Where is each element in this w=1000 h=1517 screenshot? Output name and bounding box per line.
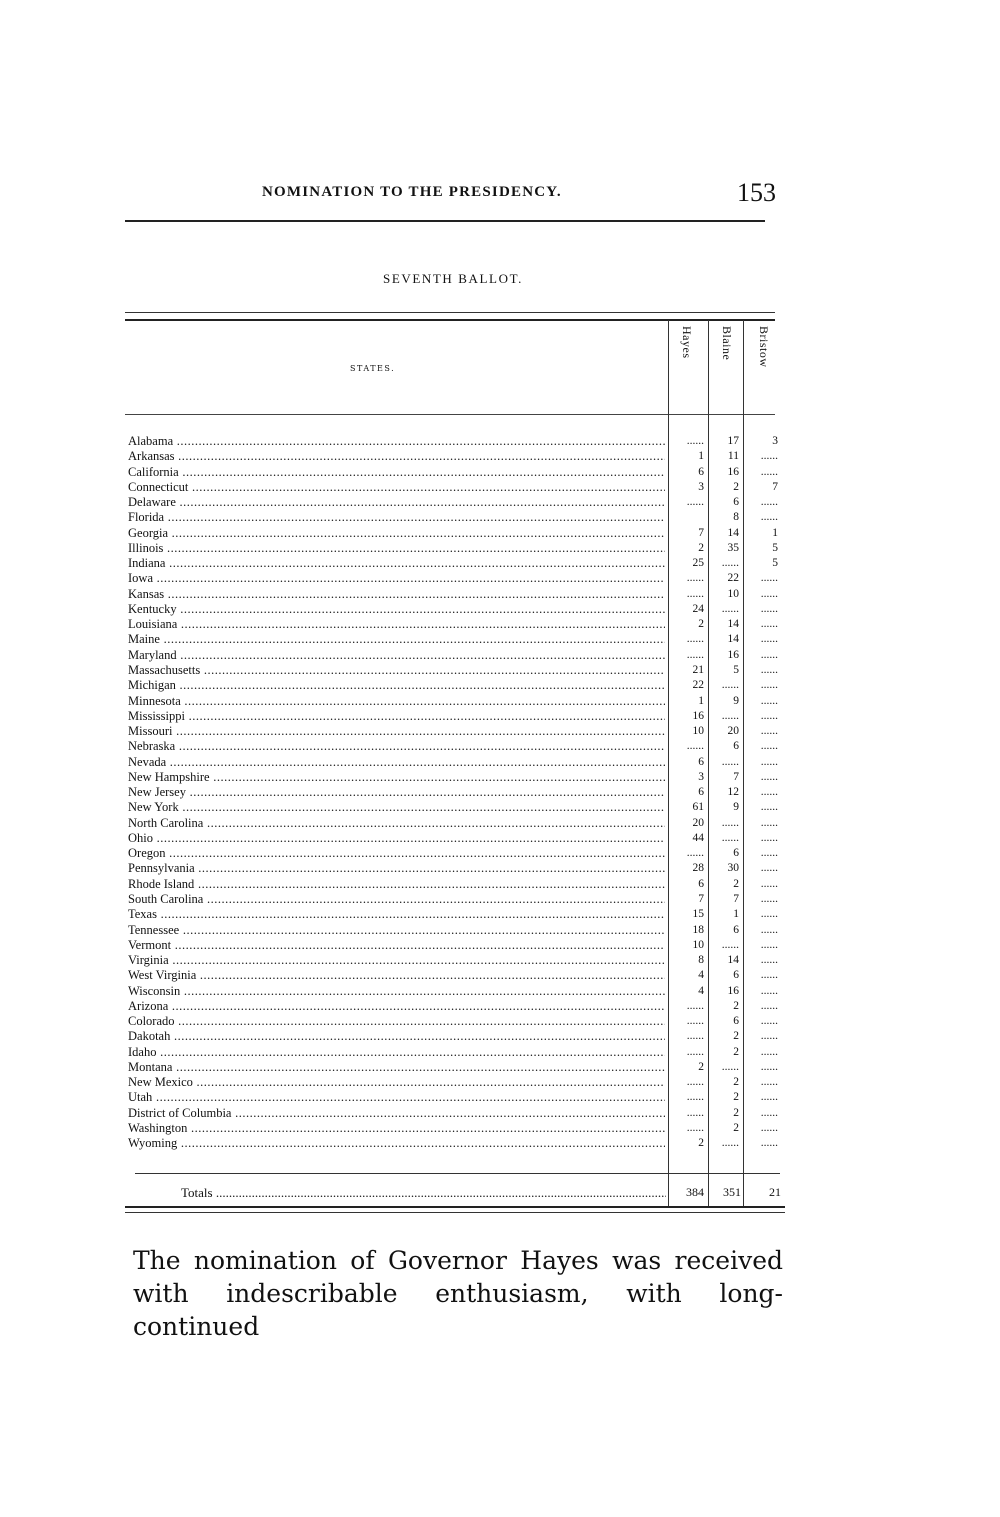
- table-row: [128, 953, 783, 968]
- bristow-votes: ......: [760, 679, 778, 692]
- hayes-votes: ......: [686, 847, 704, 860]
- bristow-votes: ......: [760, 786, 778, 799]
- blaine-votes: 5: [733, 663, 739, 676]
- bristow-votes: ......: [760, 877, 778, 890]
- table-row: [128, 785, 783, 800]
- bristow-votes: ......: [760, 1106, 778, 1119]
- table-top-rule-thick: [125, 319, 775, 321]
- blaine-votes: 6: [733, 847, 739, 860]
- table-row: [128, 709, 783, 724]
- blaine-votes: 30: [727, 862, 739, 875]
- blaine-votes: 22: [727, 572, 739, 585]
- bristow-votes: ......: [760, 511, 778, 524]
- hayes-votes: 44: [692, 831, 704, 844]
- bristow-votes: ......: [760, 938, 778, 951]
- bristow-votes: ......: [760, 1060, 778, 1073]
- blaine-votes: 6: [733, 496, 739, 509]
- table-row: [128, 495, 783, 510]
- blaine-votes: 16: [727, 984, 739, 997]
- hayes-votes: 1: [698, 694, 704, 707]
- bristow-votes: ......: [760, 831, 778, 844]
- hayes-votes: 6: [698, 786, 704, 799]
- bristow-votes: 5: [772, 557, 778, 570]
- state-name: Maine .....: [128, 632, 665, 647]
- blaine-votes: 6: [733, 1015, 739, 1028]
- hayes-votes: ......: [686, 435, 704, 447]
- hayes-votes: 4: [698, 969, 704, 982]
- state-name: Florida .....: [128, 510, 665, 525]
- hayes-votes: 20: [692, 816, 704, 829]
- table-row: [128, 663, 783, 678]
- table-row: [128, 984, 783, 999]
- state-name: Mississippi .....: [128, 709, 665, 724]
- blaine-votes: 6: [733, 923, 739, 936]
- bristow-votes: ......: [760, 1015, 778, 1028]
- blaine-votes: 2: [733, 1121, 739, 1134]
- bristow-votes: ......: [760, 1045, 778, 1058]
- blaine-votes: 2: [733, 1091, 739, 1104]
- column-header-label: Hayes: [680, 326, 694, 359]
- blaine-votes: 11: [727, 450, 739, 463]
- state-name: Iowa .....: [128, 571, 665, 586]
- bristow-votes: ......: [760, 618, 778, 631]
- state-name: Texas .....: [128, 907, 665, 922]
- hayes-votes: ......: [686, 496, 704, 509]
- table-bottom-rule: [125, 1212, 785, 1213]
- bristow-votes: ......: [760, 725, 778, 738]
- blaine-votes: 12: [727, 786, 739, 799]
- state-name: North Carolina .....: [128, 816, 665, 831]
- totals-label: Totals .....: [181, 1185, 666, 1201]
- state-name: Delaware .....: [128, 495, 665, 510]
- blaine-votes: ......: [721, 1060, 739, 1073]
- table-row: [128, 648, 783, 663]
- table-row: [128, 571, 783, 586]
- bristow-votes: 1: [772, 526, 778, 539]
- bristow-votes: 3: [772, 435, 778, 447]
- state-name: Washington .....: [128, 1121, 665, 1136]
- table-row: [128, 907, 783, 922]
- running-title: NOMINATION TO THE PRESIDENCY.: [262, 184, 562, 200]
- bristow-votes: ......: [760, 694, 778, 707]
- table-row: [128, 938, 783, 953]
- hayes-votes: 10: [692, 725, 704, 738]
- blaine-votes: 9: [733, 801, 739, 814]
- table-row: [128, 831, 783, 846]
- table-row: [128, 923, 783, 938]
- hayes-votes: 2: [698, 618, 704, 631]
- state-name: West Virginia .....: [128, 968, 665, 983]
- state-name: Massachusetts .....: [128, 663, 665, 678]
- hayes-votes: ......: [686, 1076, 704, 1089]
- bristow-votes: ......: [760, 862, 778, 875]
- state-name: Nebraska .....: [128, 739, 665, 754]
- state-name: Utah .....: [128, 1090, 665, 1105]
- blaine-votes: 14: [727, 954, 739, 967]
- table-row: [128, 999, 783, 1014]
- column-header-label: Blaine: [720, 326, 734, 361]
- blaine-votes: 2: [733, 1030, 739, 1043]
- bristow-votes: ......: [760, 847, 778, 860]
- blaine-votes: 14: [727, 633, 739, 646]
- state-name: Georgia .....: [128, 526, 665, 541]
- table-row: [128, 449, 783, 464]
- bristow-votes: ......: [760, 1030, 778, 1043]
- bristow-votes: ......: [760, 648, 778, 661]
- blaine-votes: ......: [721, 816, 739, 829]
- table-row: [128, 724, 783, 739]
- state-name: South Carolina .....: [128, 892, 665, 907]
- hayes-votes: 10: [692, 938, 704, 951]
- state-name: Minnesota .....: [128, 694, 665, 709]
- blaine-votes: 14: [727, 526, 739, 539]
- hayes-votes: ......: [686, 1106, 704, 1119]
- bristow-votes: ......: [760, 755, 778, 768]
- blaine-votes: 16: [727, 648, 739, 661]
- blaine-votes: 35: [727, 541, 739, 554]
- bristow-votes: ......: [760, 709, 778, 722]
- blaine-votes: 16: [727, 465, 739, 478]
- state-name: Montana .....: [128, 1060, 665, 1075]
- blaine-votes: 6: [733, 740, 739, 753]
- states-column-header: STATES.: [350, 364, 396, 373]
- table-row: [128, 480, 783, 495]
- table-row: [128, 892, 783, 907]
- table-row: [128, 1121, 783, 1136]
- state-name: Idaho .....: [128, 1045, 665, 1060]
- table-row: [128, 1136, 783, 1151]
- bristow-votes: 5: [772, 541, 778, 554]
- table-row: [128, 846, 783, 861]
- bristow-votes: ......: [760, 740, 778, 753]
- bristow-votes: ......: [760, 572, 778, 585]
- bristow-votes: 7: [772, 480, 778, 493]
- table-row: [128, 434, 783, 449]
- state-name: Maryland .....: [128, 648, 665, 663]
- state-name: Ohio .....: [128, 831, 665, 846]
- bristow-votes: ......: [760, 923, 778, 936]
- state-name: Indiana .....: [128, 556, 665, 571]
- table-bottom-rule-thick: [125, 1206, 785, 1208]
- state-name: Arizona .....: [128, 999, 665, 1014]
- state-name: California .....: [128, 465, 665, 480]
- state-name: Alabama .....: [128, 434, 665, 449]
- state-name: Louisiana .....: [128, 617, 665, 632]
- table-body: [128, 434, 783, 1151]
- blaine-votes: 8: [733, 511, 739, 524]
- blaine-votes: 17: [727, 435, 739, 447]
- table-row: [128, 694, 783, 709]
- blaine-votes: ......: [721, 755, 739, 768]
- hayes-votes: 18: [692, 923, 704, 936]
- blaine-votes: 10: [727, 587, 739, 600]
- bristow-votes: ......: [760, 969, 778, 982]
- body-paragraph: The nomination of Governor Hayes was received with indescribable enthusiasm, with long-continued: [133, 1246, 783, 1341]
- column-header-hayes: [668, 326, 708, 416]
- ballot-table: [125, 312, 785, 1222]
- table-row: [128, 861, 783, 876]
- hayes-votes: ......: [686, 1030, 704, 1043]
- hayes-votes: 2: [698, 1137, 704, 1150]
- totals-row: [125, 1185, 785, 1203]
- column-header-label: Bristow: [757, 326, 771, 368]
- table-row: [128, 587, 783, 602]
- state-name: Oregon .....: [128, 846, 665, 861]
- table-row: [128, 968, 783, 983]
- hayes-votes: ......: [686, 633, 704, 646]
- hayes-votes: 6: [698, 755, 704, 768]
- state-name: Vermont .....: [128, 938, 665, 953]
- hayes-votes: ......: [686, 999, 704, 1012]
- bristow-votes: ......: [760, 602, 778, 615]
- state-name: Nevada .....: [128, 755, 665, 770]
- column-header-blaine: [708, 326, 748, 416]
- bristow-votes: ......: [760, 1121, 778, 1134]
- blaine-votes: ......: [721, 938, 739, 951]
- table-row: [128, 1060, 783, 1075]
- total-hayes: 384: [686, 1185, 704, 1199]
- state-name: Connecticut .....: [128, 480, 665, 495]
- bristow-votes: ......: [760, 587, 778, 600]
- header-rule: [125, 220, 765, 222]
- state-name: Virginia .....: [128, 953, 665, 968]
- bristow-votes: ......: [760, 816, 778, 829]
- total-bristow: 21: [769, 1185, 781, 1199]
- state-name: Arkansas .....: [128, 449, 665, 464]
- state-name: New York .....: [128, 800, 665, 815]
- total-blaine: 351: [723, 1185, 741, 1199]
- table-row: [128, 1075, 783, 1090]
- table-row: [128, 816, 783, 831]
- table-row: [128, 800, 783, 815]
- blaine-votes: ......: [721, 557, 739, 570]
- hayes-votes: 24: [692, 602, 704, 615]
- state-name: Rhode Island .....: [128, 877, 665, 892]
- hayes-votes: 2: [698, 1060, 704, 1073]
- state-name: Wisconsin .....: [128, 984, 665, 999]
- hayes-votes: 28: [692, 862, 704, 875]
- blaine-votes: 7: [733, 892, 739, 905]
- hayes-votes: 6: [698, 465, 704, 478]
- table-row: [128, 617, 783, 632]
- hayes-votes: ......: [686, 572, 704, 585]
- hayes-votes: 21: [692, 663, 704, 676]
- hayes-votes: ......: [686, 1045, 704, 1058]
- table-row: [128, 877, 783, 892]
- hayes-votes: 15: [692, 908, 704, 921]
- blaine-votes: 1: [733, 908, 739, 921]
- state-name: Wyoming .....: [128, 1136, 665, 1151]
- blaine-votes: 2: [733, 1076, 739, 1089]
- state-name: District of Columbia .....: [128, 1106, 665, 1121]
- table-row: [128, 602, 783, 617]
- table-top-rule: [125, 312, 775, 313]
- hayes-votes: 4: [698, 984, 704, 997]
- blaine-votes: 20: [727, 725, 739, 738]
- table-row: [128, 510, 783, 525]
- bristow-votes: ......: [760, 450, 778, 463]
- bristow-votes: ......: [760, 892, 778, 905]
- totals-rule: [135, 1173, 780, 1174]
- hayes-votes: ......: [686, 648, 704, 661]
- running-head: [262, 178, 776, 208]
- bristow-votes: ......: [760, 465, 778, 478]
- bristow-votes: ......: [760, 984, 778, 997]
- blaine-votes: ......: [721, 1137, 739, 1150]
- state-name: New Mexico .....: [128, 1075, 665, 1090]
- table-row: [128, 1029, 783, 1044]
- bristow-votes: ......: [760, 770, 778, 783]
- bristow-votes: ......: [760, 954, 778, 967]
- state-name: New Hampshire .....: [128, 770, 665, 785]
- table-title: SEVENTH BALLOT.: [382, 271, 524, 286]
- table-row: [128, 526, 783, 541]
- hayes-votes: 1: [698, 450, 704, 463]
- bristow-votes: ......: [760, 999, 778, 1012]
- hayes-votes: 7: [698, 526, 704, 539]
- hayes-votes: ......: [686, 740, 704, 753]
- hayes-votes: ......: [686, 587, 704, 600]
- blaine-votes: ......: [721, 831, 739, 844]
- bristow-votes: ......: [760, 663, 778, 676]
- state-name: New Jersey .....: [128, 785, 665, 800]
- bristow-votes: ......: [760, 801, 778, 814]
- state-name: Kentucky .....: [128, 602, 665, 617]
- state-name: Pennsylvania .....: [128, 861, 665, 876]
- bristow-votes: ......: [760, 908, 778, 921]
- bristow-votes: ......: [760, 1137, 778, 1150]
- table-row: [128, 1045, 783, 1060]
- blaine-votes: 2: [733, 877, 739, 890]
- blaine-votes: 2: [733, 1045, 739, 1058]
- blaine-votes: ......: [721, 602, 739, 615]
- state-name: Kansas .....: [128, 587, 665, 602]
- hayes-votes: ......: [686, 1091, 704, 1104]
- bristow-votes: ......: [760, 1076, 778, 1089]
- table-row: [128, 739, 783, 754]
- page-number: 153: [737, 178, 776, 207]
- hayes-votes: 6: [698, 877, 704, 890]
- hayes-votes: 61: [692, 801, 704, 814]
- bristow-votes: ......: [760, 633, 778, 646]
- state-name: Illinois .....: [128, 541, 665, 556]
- table-row: [128, 678, 783, 693]
- blaine-votes: 2: [733, 999, 739, 1012]
- hayes-votes: ......: [686, 1015, 704, 1028]
- blaine-votes: ......: [721, 709, 739, 722]
- hayes-votes: 8: [698, 954, 704, 967]
- bristow-votes: ......: [760, 1091, 778, 1104]
- blaine-votes: ......: [721, 679, 739, 692]
- table-row: [128, 1090, 783, 1105]
- hayes-votes: 3: [698, 770, 704, 783]
- hayes-votes: 7: [698, 892, 704, 905]
- state-name: Missouri .....: [128, 724, 665, 739]
- blaine-votes: 2: [733, 480, 739, 493]
- table-row: [128, 770, 783, 785]
- table-row: [128, 541, 783, 556]
- table-row: [128, 632, 783, 647]
- state-name: Dakotah .....: [128, 1029, 665, 1044]
- blaine-votes: 7: [733, 770, 739, 783]
- blaine-votes: 2: [733, 1106, 739, 1119]
- state-name: Colorado .....: [128, 1014, 665, 1029]
- hayes-votes: 22: [692, 679, 704, 692]
- blaine-votes: 14: [727, 618, 739, 631]
- table-row: [128, 1014, 783, 1029]
- hayes-votes: 3: [698, 480, 704, 493]
- state-name: Tennessee .....: [128, 923, 665, 938]
- table-row: [128, 1106, 783, 1121]
- hayes-votes: 2: [698, 541, 704, 554]
- hayes-votes: ......: [686, 1121, 704, 1134]
- hayes-votes: 25: [692, 557, 704, 570]
- bristow-votes: ......: [760, 496, 778, 509]
- hayes-votes: 16: [692, 709, 704, 722]
- blaine-votes: 6: [733, 969, 739, 982]
- table-row: [128, 556, 783, 571]
- column-header-bristow: [745, 326, 785, 416]
- state-name: Michigan .....: [128, 678, 665, 693]
- table-row: [128, 465, 783, 480]
- blaine-votes: 9: [733, 694, 739, 707]
- table-row: [128, 755, 783, 770]
